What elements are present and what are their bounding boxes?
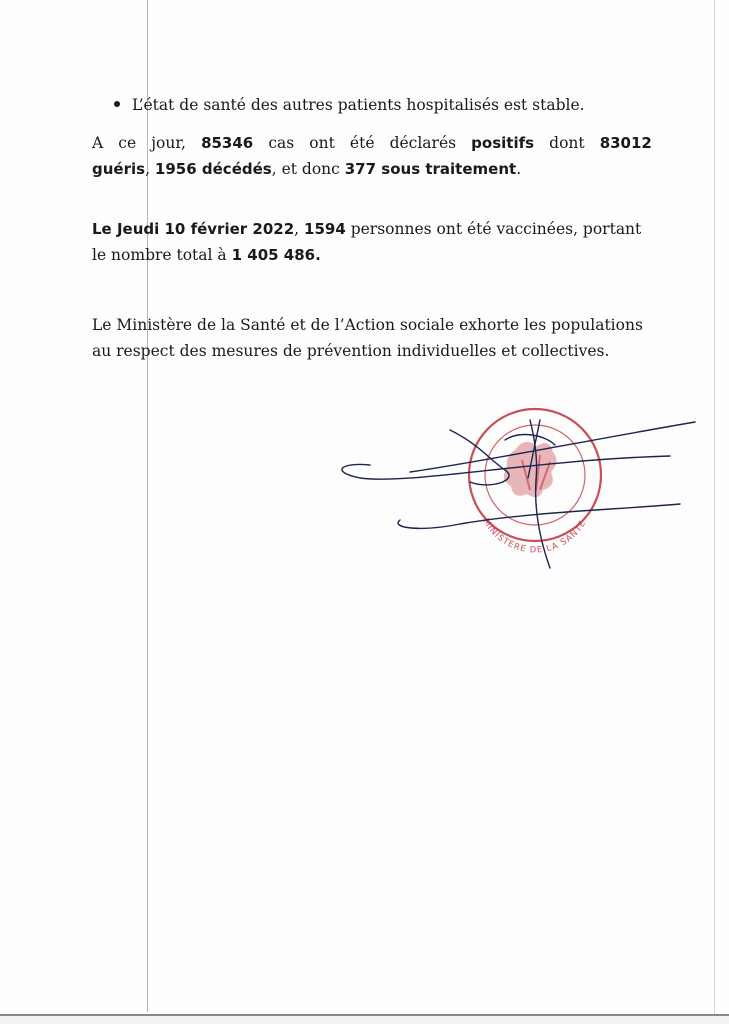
connector-text: , et donc xyxy=(271,160,345,178)
word: jour, xyxy=(151,134,186,152)
under-treatment-count: 377 sous traitement xyxy=(344,160,517,178)
svg-text:MINISTERE DE LA SANTE ET DE L’: MINISTERE DE LA SANTE xyxy=(480,516,589,556)
exhortation-line-1: Le Ministère de la Santé et de l’Action sociale exhorte les populations xyxy=(92,316,643,334)
deaths-count: 1956 décédés xyxy=(154,160,272,178)
page-bottom-strip xyxy=(0,1016,729,1024)
official-stamp-svg xyxy=(330,400,700,580)
vaccination-line-1 xyxy=(92,216,652,242)
page-bottom-edge xyxy=(0,1014,729,1016)
word: été xyxy=(349,134,375,152)
positive-label: positifs xyxy=(471,134,535,152)
bullet-text: L’état de santé des autres patients hospitalisés est stable. xyxy=(132,96,585,114)
word: cas xyxy=(268,134,295,152)
case-statistics-paragraph xyxy=(92,130,652,182)
statistics-line-1 xyxy=(92,130,652,156)
daily-vaccinated-count: 1594 xyxy=(304,220,346,238)
vaccination-text: personnes ont été vaccinées, portant xyxy=(345,220,642,238)
vaccination-date: Le Jeudi 10 février 2022 xyxy=(92,220,295,238)
total-cases-count: 85346 xyxy=(201,134,254,152)
word: ce xyxy=(118,134,137,152)
vaccination-text-2: le nombre total à xyxy=(92,246,232,264)
separator: , xyxy=(294,220,305,238)
stamp-and-signature xyxy=(330,400,700,580)
word: déclarés xyxy=(389,134,457,152)
exhortation-line-2: au respect des mesures de prévention individuelles et collectives. xyxy=(92,342,610,360)
vaccination-line-2 xyxy=(92,242,652,268)
recovered-label: guéris xyxy=(92,160,146,178)
word: dont xyxy=(549,134,585,152)
word: ont xyxy=(309,134,335,152)
vaccination-paragraph xyxy=(92,216,652,268)
word: A xyxy=(92,134,104,152)
total-vaccinated-count: 1 405 486. xyxy=(231,246,321,264)
page-right-edge xyxy=(714,0,715,1024)
separator: , xyxy=(145,160,155,178)
official-stamp-icon xyxy=(330,400,601,556)
recovered-count: 83012 xyxy=(599,134,652,152)
statistics-line-2 xyxy=(92,156,652,182)
period: . xyxy=(516,160,522,178)
bullet-item xyxy=(114,92,654,118)
bullet-dot xyxy=(114,101,120,107)
exhortation-paragraph xyxy=(92,312,652,364)
